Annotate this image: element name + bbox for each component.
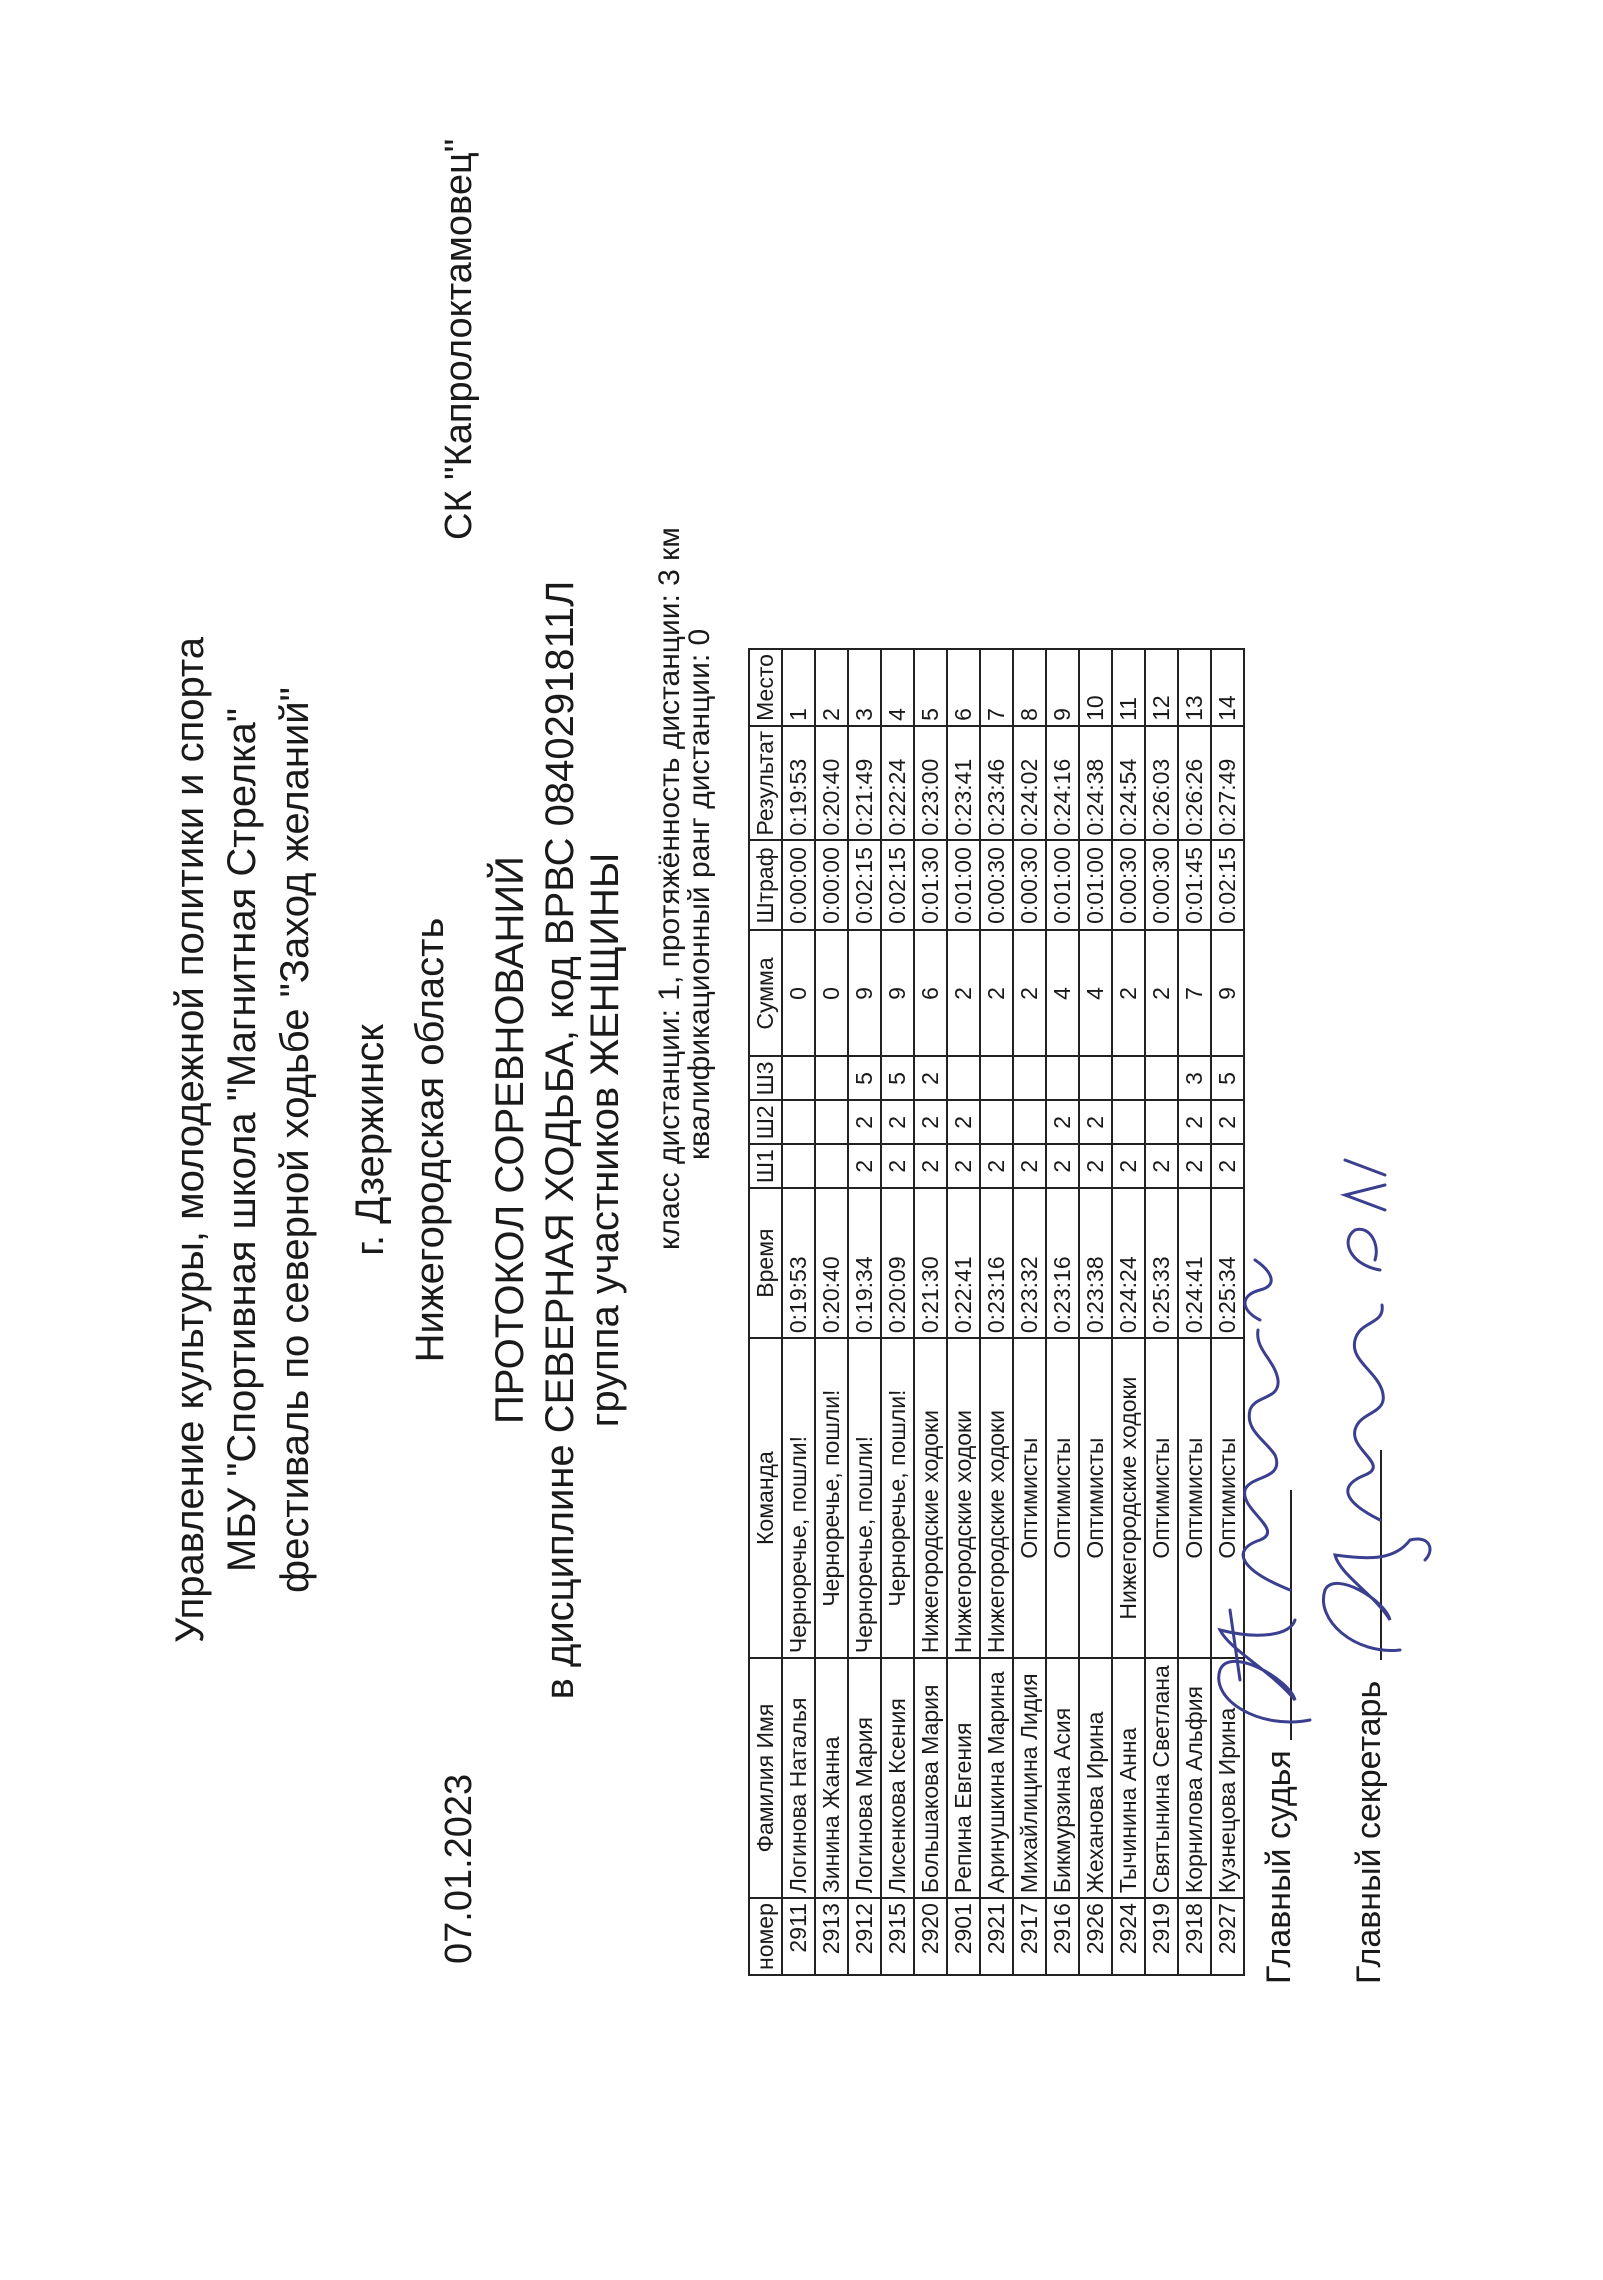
cell-time: 0:24:41 — [1178, 1188, 1211, 1338]
col-header-time: Время — [749, 1188, 782, 1338]
table-row — [1079, 649, 1112, 1975]
cell-team: Нижегородские ходоки — [980, 1338, 1013, 1658]
cell-team: Оптимисты — [1079, 1338, 1112, 1658]
cell-result: 0:22:24 — [881, 726, 914, 841]
protocol-group: группа участников ЖЕНЩИНЫ — [583, 852, 627, 1428]
cell-number: 2913 — [815, 1898, 848, 1975]
col-header-penalty: Штраф — [749, 840, 782, 930]
cell-sh1: 2 — [1013, 1144, 1046, 1188]
cell-team: Оптимисты — [1178, 1338, 1211, 1658]
table-row — [947, 649, 980, 1975]
cell-number: 2924 — [1112, 1898, 1145, 1975]
cell-penalty: 0:01:00 — [947, 840, 980, 930]
table-row — [848, 649, 881, 1975]
cell-sh1: 2 — [1178, 1144, 1211, 1188]
venue: СК "Капролоктамовец" — [438, 138, 480, 540]
chief-secretary-signature — [1300, 1140, 1440, 1660]
festival-title: фестиваль по северной ходьбе "Заход желаний" — [273, 687, 317, 1593]
cell-sh3 — [1013, 1056, 1046, 1100]
cell-penalty: 0:00:30 — [1013, 840, 1046, 930]
cell-place: 14 — [1211, 649, 1244, 726]
cell-sh3: 5 — [1211, 1056, 1244, 1100]
cell-sh1: 2 — [1211, 1144, 1244, 1188]
cell-sh2 — [815, 1100, 848, 1144]
cell-number: 2911 — [782, 1898, 815, 1975]
cell-sh3: 5 — [881, 1056, 914, 1100]
cell-result: 0:24:38 — [1079, 726, 1112, 841]
col-header-result: Результат — [749, 726, 782, 841]
cell-sh2: 2 — [947, 1100, 980, 1144]
organization-line-1: Управление культуры, молодежной политики и спорта — [168, 636, 212, 1644]
cell-sh3 — [815, 1056, 848, 1100]
cell-sh2 — [1112, 1100, 1145, 1144]
cell-time: 0:20:40 — [815, 1188, 848, 1338]
cell-time: 0:23:16 — [980, 1188, 1013, 1338]
cell-sh2 — [1145, 1100, 1178, 1144]
cell-sh2 — [1013, 1100, 1046, 1144]
cell-place: 10 — [1079, 649, 1112, 726]
cell-time: 0:23:38 — [1079, 1188, 1112, 1338]
distance-class: класс дистанции: 1, протяжённость дистанции: 3 км — [653, 527, 686, 1250]
cell-place: 7 — [980, 649, 1013, 726]
cell-result: 0:23:46 — [980, 726, 1013, 841]
cell-result: 0:24:54 — [1112, 726, 1145, 841]
cell-sum: 6 — [914, 930, 947, 1056]
cell-time: 0:25:34 — [1211, 1188, 1244, 1338]
cell-result: 0:23:41 — [947, 726, 980, 841]
cell-time: 0:24:24 — [1112, 1188, 1145, 1338]
cell-sh3 — [1112, 1056, 1145, 1100]
cell-time: 0:23:16 — [1046, 1188, 1079, 1338]
cell-sh2: 2 — [1046, 1100, 1079, 1144]
cell-result: 0:27:49 — [1211, 726, 1244, 841]
cell-team: Оптимисты — [1211, 1338, 1244, 1658]
cell-penalty: 0:00:00 — [815, 840, 848, 930]
cell-number: 2912 — [848, 1898, 881, 1975]
cell-sh3: 3 — [1178, 1056, 1211, 1100]
organization-line-2: МБУ "Спортивная школа "Магнитная Стрелка" — [220, 708, 264, 1572]
cell-sum: 2 — [1112, 930, 1145, 1056]
cell-sum: 2 — [947, 930, 980, 1056]
table-row — [881, 649, 914, 1975]
cell-team: Оптимисты — [1046, 1338, 1079, 1658]
cell-place: 6 — [947, 649, 980, 726]
cell-penalty: 0:02:15 — [1211, 840, 1244, 930]
results-body — [782, 649, 1244, 1975]
cell-time: 0:19:53 — [782, 1188, 815, 1338]
table-row — [1013, 649, 1046, 1975]
cell-sum: 0 — [782, 930, 815, 1056]
col-header-sh1: Ш1 — [749, 1144, 782, 1188]
cell-number: 2921 — [980, 1898, 1013, 1975]
cell-number: 2926 — [1079, 1898, 1112, 1975]
cell-result: 0:21:49 — [848, 726, 881, 841]
cell-result: 0:23:00 — [914, 726, 947, 841]
cell-sum: 9 — [1211, 930, 1244, 1056]
table-row — [914, 649, 947, 1975]
cell-sh2: 2 — [1211, 1100, 1244, 1144]
cell-name: Репина Евгения — [947, 1658, 980, 1898]
cell-sh1: 2 — [1145, 1144, 1178, 1188]
col-header-name: Фамилия Имя — [749, 1658, 782, 1898]
cell-sh3 — [1046, 1056, 1079, 1100]
cell-sh2 — [980, 1100, 1013, 1144]
cell-team: Оптимисты — [1013, 1338, 1046, 1658]
cell-sh3 — [947, 1056, 980, 1100]
cell-team: Черноречье, пошли! — [782, 1338, 815, 1658]
protocol-discipline: в дисциплине СЕВЕРНАЯ ХОДЬБА, код ВРВС 0840291811Л — [538, 580, 582, 1700]
city: г. Дзержинск — [348, 1024, 392, 1256]
cell-place: 2 — [815, 649, 848, 726]
cell-sum: 9 — [881, 930, 914, 1056]
cell-place: 3 — [848, 649, 881, 726]
col-header-team: Команда — [749, 1338, 782, 1658]
cell-sh3: 5 — [848, 1056, 881, 1100]
cell-sh1: 2 — [914, 1144, 947, 1188]
cell-sum: 2 — [980, 930, 1013, 1056]
distance-rank: квалификационный ранг дистанции: 0 — [683, 628, 716, 1160]
cell-sh3 — [1079, 1056, 1112, 1100]
cell-penalty: 0:01:45 — [1178, 840, 1211, 930]
cell-name: Михайлицина Лидия — [1013, 1658, 1046, 1898]
cell-sh2: 2 — [1079, 1100, 1112, 1144]
cell-penalty: 0:01:30 — [914, 840, 947, 930]
cell-sh1: 2 — [848, 1144, 881, 1188]
cell-penalty: 0:01:00 — [1079, 840, 1112, 930]
results-table — [748, 648, 1245, 1976]
cell-place: 1 — [782, 649, 815, 726]
cell-time: 0:25:33 — [1145, 1188, 1178, 1338]
cell-sh2 — [782, 1100, 815, 1144]
cell-name: Лисенкова Ксения — [881, 1658, 914, 1898]
cell-name: Корнилова Альфия — [1178, 1658, 1211, 1898]
cell-sh2: 2 — [1178, 1100, 1211, 1144]
cell-team: Нижегородские ходоки — [947, 1338, 980, 1658]
cell-penalty: 0:00:00 — [782, 840, 815, 930]
cell-penalty: 0:00:30 — [1145, 840, 1178, 930]
cell-time: 0:20:09 — [881, 1188, 914, 1338]
table-row — [980, 649, 1013, 1975]
cell-sh1: 2 — [980, 1144, 1013, 1188]
cell-sh1 — [782, 1144, 815, 1188]
cell-result: 0:19:53 — [782, 726, 815, 841]
cell-sum: 2 — [1145, 930, 1178, 1056]
table-row — [815, 649, 848, 1975]
cell-number: 2927 — [1211, 1898, 1244, 1975]
cell-penalty: 0:02:15 — [848, 840, 881, 930]
cell-team: Оптимисты — [1145, 1338, 1178, 1658]
cell-team: Черноречье, пошли! — [848, 1338, 881, 1658]
table-row — [1046, 649, 1079, 1975]
cell-number: 2919 — [1145, 1898, 1178, 1975]
cell-sum: 4 — [1079, 930, 1112, 1056]
cell-name: Бикмурзина Асия — [1046, 1658, 1079, 1898]
cell-team: Черноречье, пошли! — [815, 1338, 848, 1658]
cell-sh1: 2 — [1079, 1144, 1112, 1188]
cell-place: 11 — [1112, 649, 1145, 726]
cell-number: 2918 — [1178, 1898, 1211, 1975]
cell-number: 2915 — [881, 1898, 914, 1975]
cell-name: Логинова Мария — [848, 1658, 881, 1898]
cell-place: 5 — [914, 649, 947, 726]
table-row — [1145, 649, 1178, 1975]
cell-sum: 0 — [815, 930, 848, 1056]
col-header-sh3: Ш3 — [749, 1056, 782, 1100]
cell-name: Кузнецова Ирина — [1211, 1658, 1244, 1898]
cell-sh2: 2 — [914, 1100, 947, 1144]
cell-number: 2920 — [914, 1898, 947, 1975]
cell-result: 0:26:26 — [1178, 726, 1211, 841]
cell-sh1: 2 — [1112, 1144, 1145, 1188]
cell-sh2: 2 — [881, 1100, 914, 1144]
table-header-row — [749, 649, 782, 1975]
protocol-title: ПРОТОКОЛ СОРЕВНОВАНИЙ — [488, 856, 532, 1424]
cell-penalty: 0:00:30 — [1112, 840, 1145, 930]
chief-judge-label: Главный судья — [1260, 1750, 1298, 1984]
cell-sh2: 2 — [848, 1100, 881, 1144]
col-header-number: номер — [749, 1898, 782, 1975]
cell-place: 12 — [1145, 649, 1178, 726]
cell-place: 9 — [1046, 649, 1079, 726]
cell-time: 0:23:32 — [1013, 1188, 1046, 1338]
col-header-sh2: Ш2 — [749, 1100, 782, 1144]
cell-name: Зинина Жанна — [815, 1658, 848, 1898]
region: Нижегородская область — [408, 917, 452, 1363]
cell-result: 0:24:16 — [1046, 726, 1079, 841]
cell-place: 8 — [1013, 649, 1046, 726]
cell-sum: 9 — [848, 930, 881, 1056]
cell-place: 4 — [881, 649, 914, 726]
cell-team: Нижегородские ходоки — [1112, 1338, 1145, 1658]
table-row — [782, 649, 815, 1975]
cell-time: 0:19:34 — [848, 1188, 881, 1338]
cell-result: 0:20:40 — [815, 726, 848, 841]
cell-sh3 — [980, 1056, 1013, 1100]
cell-result: 0:24:02 — [1013, 726, 1046, 841]
cell-team: Нижегородские ходоки — [914, 1338, 947, 1658]
cell-name: Большакова Мария — [914, 1658, 947, 1898]
event-date: 07.01.2023 — [438, 1773, 480, 1964]
cell-number: 2901 — [947, 1898, 980, 1975]
chief-secretary-label: Главный секретарь — [1350, 1680, 1388, 1984]
cell-penalty: 0:00:30 — [980, 840, 1013, 930]
cell-sh1: 2 — [881, 1144, 914, 1188]
cell-sh1 — [815, 1144, 848, 1188]
cell-time: 0:22:41 — [947, 1188, 980, 1338]
cell-name: Жеханова Ирина — [1079, 1658, 1112, 1898]
cell-penalty: 0:02:15 — [881, 840, 914, 930]
cell-name: Тычинина Анна — [1112, 1658, 1145, 1898]
cell-sh3 — [1145, 1056, 1178, 1100]
cell-name: Логинова Наталья — [782, 1658, 815, 1898]
col-header-place: Место — [749, 649, 782, 726]
table-row — [1112, 649, 1145, 1975]
cell-name: Аринушкина Марина — [980, 1658, 1013, 1898]
cell-sh1: 2 — [947, 1144, 980, 1188]
cell-sh3: 2 — [914, 1056, 947, 1100]
cell-time: 0:21:30 — [914, 1188, 947, 1338]
cell-number: 2917 — [1013, 1898, 1046, 1975]
cell-sum: 4 — [1046, 930, 1079, 1056]
cell-result: 0:26:03 — [1145, 726, 1178, 841]
cell-place: 13 — [1178, 649, 1211, 726]
cell-sum: 2 — [1013, 930, 1046, 1056]
cell-sh1: 2 — [1046, 1144, 1079, 1188]
cell-penalty: 0:01:00 — [1046, 840, 1079, 930]
cell-number: 2916 — [1046, 1898, 1079, 1975]
cell-sh3 — [782, 1056, 815, 1100]
cell-sum: 7 — [1178, 930, 1211, 1056]
col-header-sum: Сумма — [749, 930, 782, 1056]
cell-name: Святынина Светлана — [1145, 1658, 1178, 1898]
cell-team: Черноречье, пошли! — [881, 1338, 914, 1658]
